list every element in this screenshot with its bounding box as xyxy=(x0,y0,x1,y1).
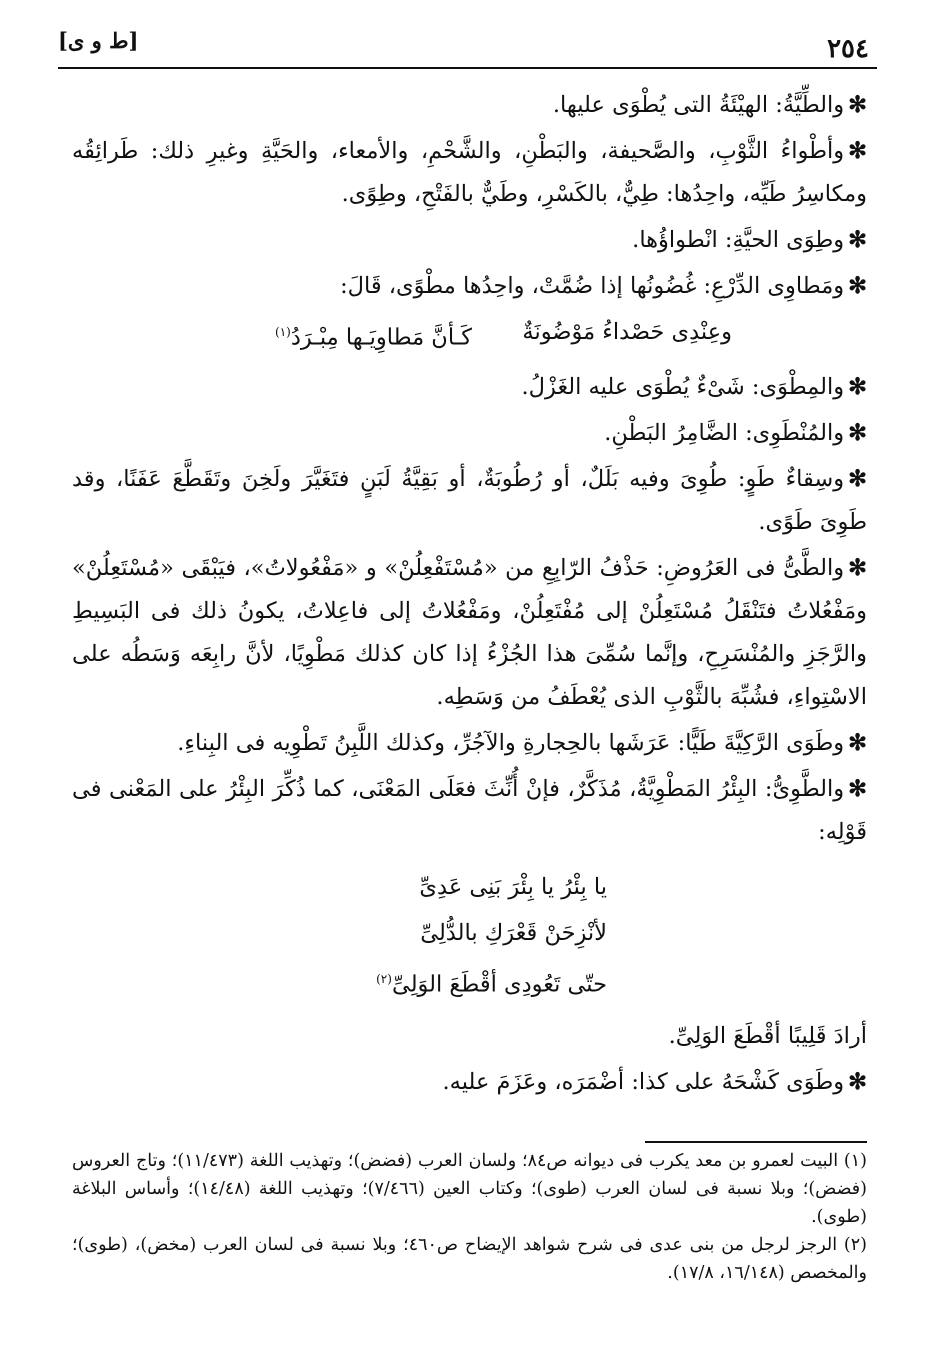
root-heading: [ط و ى] xyxy=(58,28,139,53)
footnotes xyxy=(72,1147,867,1287)
paragraph-marker: ✻ xyxy=(848,1069,867,1095)
rajaz-line: حتّى تَعُودِى أقْطَعَ الوَلِىِّ$^{(٢)}$ xyxy=(376,971,607,997)
footnote-rule xyxy=(645,1141,867,1143)
footnote: (١) البيت لعمرو بن معد يكرب فى ديوانه ص٨٤؛ ولسان العرب (فضض)؛ وتهذيب اللغة (١١/٤٧٣)؛ وتاج العروس (فضض)؛ وبلا نسبة فى لسان العرب (طوى)؛ وكتاب العين (٧/٤٦٦)؛ وتهذيب اللغة (١٤/٤٨)؛ وأساس البلاغة (طوى). xyxy=(72,1151,867,1227)
paragraph-marker: ✻ xyxy=(848,554,867,581)
entry-paragraph: ✻والطَّوِىُّ: البِئْرُ المَطْوِيَّةُ، مُذَكَّرٌ، فإنْ أُنِّثَ فعَلَى المَعْنَى، كما ذُكِّرَ البِئْرُ على المَعْنى فى قَوْلِه: xyxy=(72,775,867,845)
rajaz-verses xyxy=(72,864,867,1008)
entry-paragraph: ✻وطَوَى كَشْحَهُ على كذا: أضْمَرَه، وعَزَمَ عليه. xyxy=(442,1069,867,1095)
header-rule xyxy=(58,67,877,69)
footnote-ref: (٢) xyxy=(376,971,392,986)
paragraph-marker: ✻ xyxy=(848,419,867,446)
entry-body xyxy=(72,84,867,1107)
page-number: ٢٥٤ xyxy=(827,34,869,64)
paragraph-marker: ✻ xyxy=(848,775,867,802)
paragraph-marker: ✻ xyxy=(848,227,867,253)
footnote: (٢) الرجز لرجل من بنى عدى فى شرح شواهد الإيضاح ص٤٦٠؛ وبلا نسبة فى لسان العرب (مخض)، (طوى)؛ والمخصص (١٦/١٤٨، ١٧/٨). xyxy=(72,1235,867,1283)
verse-second-hemistich: كَـأنَّ مَطاوِيَـها مِبْـرَدُ$^{(١)}$ xyxy=(275,324,472,351)
entry-paragraph: ✻والمِطْوَى: شَىْءٌ يُطْوَى عليه الغَزْلُ. xyxy=(521,373,867,400)
entry-paragraph: ✻والطِّيَّةُ: الهيْئَةُ التى يُطْوَى عليها. xyxy=(552,92,867,118)
rajaz-line: لأنْزِحَنْ قَعْرَكِ بالدُّلِىِّ xyxy=(420,919,607,946)
entry-paragraph: ✻وطِوَى الحيَّةِ: انْطواؤُها. xyxy=(632,227,867,253)
paragraph-marker: ✻ xyxy=(848,373,867,400)
entry-paragraph: أرادَ قَلِيبًا أقْطَعَ الوَلِىِّ. xyxy=(668,1023,867,1049)
paragraph-marker: ✻ xyxy=(848,92,867,118)
entry-paragraph: ✻وطَوَى الرَّكِيَّةَ طَيًّا: عَرَشَها بالحِجارةِ والآجُرِّ، وكذلك اللَّبِنُ تَطْوِيه فى البِناءِ. xyxy=(177,729,867,756)
paragraph-marker: ✻ xyxy=(848,729,867,756)
entry-paragraph: ✻والطَّىُّ فى العَرُوضِ: حَذْفُ الرّابِعِ من «مُسْتَفْعِلُنْ» و «مَفْعُولاتُ»، فيَبْقَى «مُسْتَعِلُنْ» ومَفْعُلاتُ فتَنْقَلُ مُسْتَعِلُنْ إلى مُفْتَعِلُنْ، ومَفْعُلاتُ إلى فاعِلاتُ، يكونُ ذلك فى البَسِيطِ والرَّجَزِ والمُنْسَرِحِ، وإنَّما سُمِّىَ هذا الجُزْءُ إذا كان كذلك مَطْوِيًا، لأنَّ رابِعَه وَسَطُه على الاسْتِواءِ، فشُبِّهَ بالثَّوْبِ الذى يُعْطَفُ من وَسَطِه. xyxy=(72,554,867,710)
verse-first-hemistich: وعِنْدِى حَصْداءُ مَوْضُونَةٌ xyxy=(522,319,732,345)
entry-paragraph: ✻والمُنْطَوِى: الضَّامِرُ البَطْنِ. xyxy=(604,419,867,446)
paragraph-marker: ✻ xyxy=(848,138,867,164)
entry-paragraph: ✻ومَطاوِى الدِّرْعِ: غُضُونُها إذا ضُمَّتْ، واحِدُها مطْوًى، قَالَ: xyxy=(340,273,867,299)
paragraph-marker: ✻ xyxy=(848,465,867,492)
poetry-verse xyxy=(72,311,867,360)
entry-paragraph: ✻وسِقاءٌ طَوٍ: طُوِىَ وفيه بَلَلٌ، أو رُطُوبَةٌ، أو بَقِيَّةُ لَبَنٍ فتَغَيَّرَ ولَخِنَ وتَقَطَّعَ عَفَنًا، وقد طَوِىَ طَوًى. xyxy=(72,465,867,535)
entry-paragraph: ✻وأطْواءُ الثَّوْبِ، والصَّحيفة، والبَطْنِ، والشَّحْمِ، والأمعاء، والحَيَّةِ وغيرِ ذلك: طَرائِقُه ومكاسِرُ طَيِّه، واحِدُها: طِيٌّ، بالكَسْرِ، وطَيٌّ بالفَتْحِ، وطِوًى. xyxy=(72,138,867,207)
paragraph-marker: ✻ xyxy=(848,273,867,299)
rajaz-line: يا بِئْرُ يا بِئْرَ بَنِى عَدِىِّ xyxy=(419,873,607,900)
footnote-ref: (١) xyxy=(275,325,291,339)
